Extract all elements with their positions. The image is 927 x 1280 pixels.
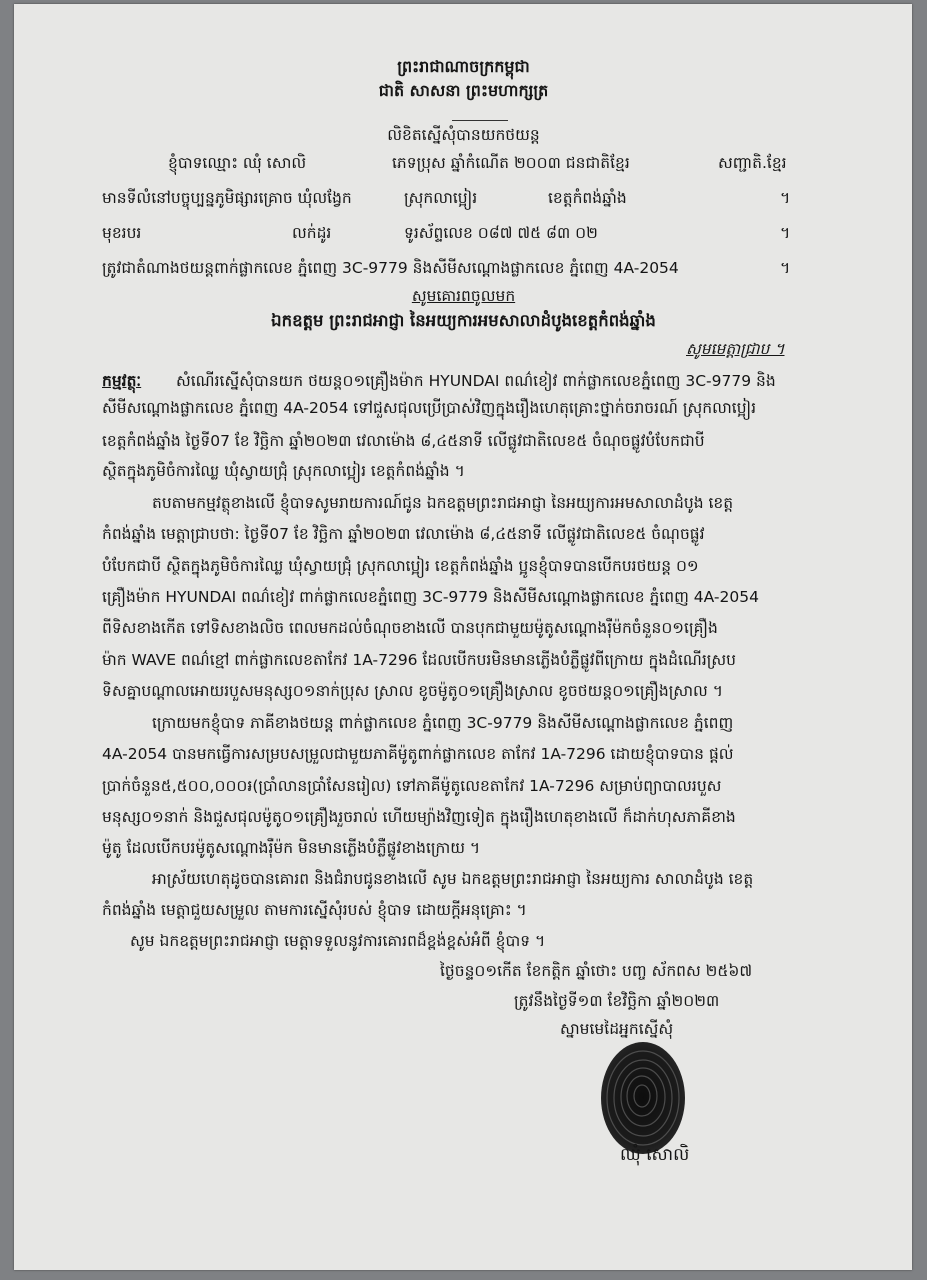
- closing-line: សូម ឯកឧត្តមព្រះរាជអាជ្ញា មេត្តាទទួលនូវការគោរពដ៏ខ្ពង់ខ្ពស់អំពី ខ្ញុំបាទ ។: [130, 932, 546, 950]
- applicant-representation: ត្រូវជាតំណាងថយន្តពាក់ផ្លាកលេខ ភ្នំពេញ 3C-9779 និងសីមីសណ្តោងផ្លាកលេខ ភ្នំពេញ 4A-2054: [102, 259, 679, 277]
- body-line: អាស្រ័យហេតុដូចបានគោរព និងជំរាបជូនខាងលើ សូម ឯកឧត្តមព្រះរាជអាជ្ញា នៃអយ្យការ សាលាដំបូង ខេត្ត: [152, 870, 754, 888]
- subject-line: សីមីសណ្តោងផ្លាកលេខ ភ្នំពេញ 4A-2054 ទៅជួសជុលប្រើប្រាស់វិញក្នុងរឿងហេតុគ្រោះថ្នាក់ចរាចរណ៍ ស្រុកលាប្អៀរ: [102, 399, 757, 417]
- applicant-occupation-label: មុខរបរ: [102, 224, 142, 242]
- body-line: 4A-2054 បានមកធ្វើការសម្របសម្រួលជាមួយភាគីម៉ូតូពាក់ផ្លាកលេខ តាកែវ 1A-7296 ដោយខ្ញុំបាទបាន ផ្តល់: [102, 745, 734, 763]
- applicant-details: ភេទប្រុស ឆ្នាំកំណើត ២០០៣ ជនជាតិខ្មែរ: [392, 154, 630, 172]
- national-motto: ជាតិ សាសនា ព្រះមហាក្សត្រ: [378, 81, 549, 100]
- body-line: ពីទិសខាងកើត ទៅទិសខាងលិច ពេលមកដល់ចំណុចខាងលើ បានបុកជាមួយម៉ូតូសណ្តោងរ៉ឺម៉កចំនួន០១គ្រឿង: [102, 619, 718, 637]
- letter-title: លិខិតស្នើសុំបានយកថយន្ត: [387, 126, 540, 144]
- body-line: ម៉ាក WAVE ពណ៌ខ្មៅ ពាក់ផ្លាកលេខតាកែវ 1A-7296 ដែលបើកបរមិនមានភ្លើងបំភ្លឺផ្លូវពីក្រោយ ក្នុងដំណើរស្រប: [102, 651, 736, 669]
- subject-line: ខេត្តកំពង់ឆ្នាំង ថ្ងៃទី07 ខែ វិច្ឆិកា ឆ្នាំ២០២៣ វេលាម៉ោង ៨,៤៥នាទី លើផ្លូវជាតិលេខ៥ ចំណុចផ្លូវបំបែកជាបី: [102, 432, 705, 450]
- heading-divider: [452, 120, 508, 121]
- body-line: ប្រាក់ចំនួន៥,៥០០,០០០៛(ប្រាំលានប្រាំសែនរៀល) ទៅភាគីម៉ូតូលេខតាកែវ 1A-7296 សម្រាប់ព្យាបាលរបួស: [102, 777, 722, 795]
- for-information: សូមមេត្តាជ្រាប ។: [686, 340, 785, 358]
- address-end-mark: ។: [780, 189, 791, 207]
- subject-label: កម្មវត្ថុៈ: [102, 372, 142, 390]
- body-line: តបតាមកម្មវត្ថុខាងលើ ខ្ញុំបាទសូមរាយការណ៍ជូន ឯកឧត្តមព្រះរាជអាជ្ញា នៃអយ្យការអមសាលាដំបូង ខេត្ត: [152, 494, 734, 512]
- applicant-phone: ទូរស័ព្ទលេខ ០៨៧ ៧៥ ៨៣ ០២: [404, 224, 598, 242]
- body-line: មនុស្ស០១នាក់ និងជួសជុលម៉ូតូ០១គ្រឿងរួចរាល់ ហើយម្យ៉ាងវិញទៀត ក្នុងរឿងហេតុខាងលើ ក៏ដាក់ហុសភាគីខាង: [102, 808, 736, 826]
- body-line: ទិសគ្នាបណ្តាលអោយរបួសមនុស្ស០១នាក់ប្រុស ស្រាល ខូចម៉ូតូ០១គ្រឿងស្រាល ខូចថយន្ត០១គ្រឿងស្រាល ។: [102, 682, 723, 700]
- body-line: កំពង់ឆ្នាំង មេត្តាជ្រាបថា: ថ្ងៃទី07 ខែ វិច្ឆិកា ឆ្នាំ២០២៣ វេលាម៉ោង ៨,៤៥នាទី លើផ្លូវជាតិលេខ៥ ចំណុចផ្លូវ: [102, 525, 705, 543]
- applicant-name: ខ្ញុំបាទឈ្មោះ ឈុំ សោលិ: [168, 154, 307, 172]
- body-line: ក្រោយមកខ្ញុំបាទ ភាគីខាងថយន្ត ពាក់ផ្លាកលេខ ភ្នំពេញ 3C-9779 និងសីមីសណ្តោងផ្លាកលេខ ភ្នំពេញ: [152, 714, 734, 732]
- lunar-date: ថ្ងៃចន្ទ០១កើត ខែកត្តិក ឆ្នាំថោះ បញ្ច ស័កពស ២៥៦៧: [440, 962, 753, 980]
- applicant-province: ខេត្តកំពង់ឆ្នាំង: [548, 189, 627, 207]
- body-line: កំពង់ឆ្នាំង មេត្តាជួយសម្រួល តាមការស្នើសុំរបស់ ខ្ញុំបាទ ដោយក្តីអនុគ្រោះ ។: [102, 901, 527, 919]
- phone-end-mark: ។: [780, 224, 791, 242]
- signature-label: ស្នាមមេដៃអ្នកស្នើសុំ: [560, 1020, 674, 1038]
- applicant-district: ស្រុកលាប្អៀរ: [404, 189, 478, 207]
- applicant-occupation: លក់ដូរ: [292, 224, 332, 242]
- subject-line: សំណើរស្នើសុំបានយក ថយន្ត០១គ្រឿងម៉ាក HYUNDAI ពណ៌ខៀវ ពាក់ផ្លាកលេខភ្នំពេញ 3C-9779 និង: [176, 372, 776, 390]
- signer-name: ឈុំ សោលិ: [620, 1145, 690, 1165]
- applicant-nationality: សញ្ជាតិ.ខ្មែរ: [718, 154, 787, 172]
- body-line: បំបែកជាបី ស្ថិតក្នុងភូមិចំការឈ្លៃ ឃុំស្វាយជ្រុំ ស្រុកលាប្អៀរ ខេត្តកំពង់ឆ្នាំង ប្អូនខ្ញុំបាទបានបើកបរថយន្ត ០១: [102, 557, 699, 575]
- recipient: ឯកឧត្តម ព្រះរាជអាជ្ញា នៃអយ្យការអមសាលាដំបូងខេត្តកំពង់ឆ្នាំង: [271, 311, 656, 330]
- fingerprint-image: [598, 1038, 688, 1158]
- applicant-address: មានទីលំនៅបច្ចុប្បន្នភូមិផ្សារគ្រោច ឃុំលង្វែក: [102, 189, 352, 207]
- representation-end-mark: ។: [780, 259, 791, 277]
- body-line: គ្រឿងម៉ាក HYUNDAI ពណ៌ខៀវ ពាក់ផ្លាកលេខភ្នំពេញ 3C-9779 និងសីមីសណ្តោងផ្លាកលេខ ភ្នំពេញ 4A-2054: [102, 588, 759, 606]
- salutation: សូមគោរពចូលមក: [411, 287, 516, 305]
- subject-line: ស្ថិតក្នុងភូមិចំការឈ្លៃ ឃុំស្វាយជ្រុំ ស្រុកលាប្អៀរ ខេត្តកំពង់ឆ្នាំង ។: [102, 462, 465, 480]
- solar-date: ត្រូវនឹងថ្ងៃទី១៣ ខែវិច្ឆិកា ឆ្នាំ២០២៣: [514, 992, 720, 1010]
- body-line: ម៉ូតូ ដែលបើកបរម៉ូតូសណ្តោងរ៉ឺម៉ក មិនមានភ្លើងបំភ្លឺផ្លូវខាងក្រោយ ។: [102, 839, 481, 857]
- kingdom-heading: ព្រះរាជាណាចក្រកម្ពុជា: [397, 57, 530, 76]
